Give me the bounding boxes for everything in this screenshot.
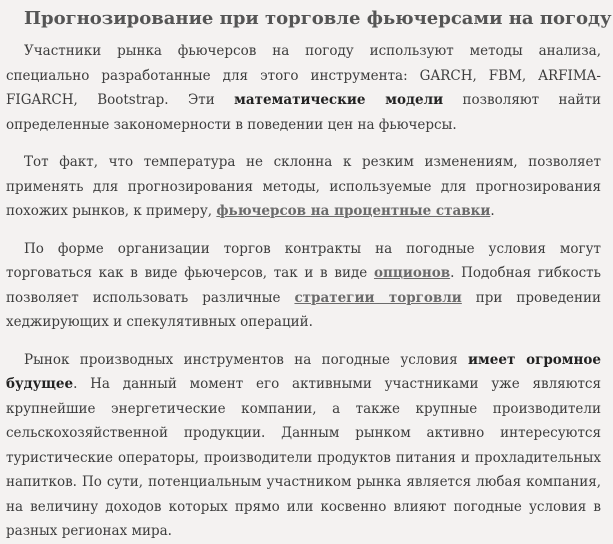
paragraph-text: По форме организации торгов контракты на погодные условия могут торговаться как в виде фьючерсов, так и в виде [6, 240, 601, 281]
article-title: Прогнозирование при торговле фьючерсами на погоду [24, 8, 612, 29]
paragraph-text: Участники рынка фьючерсов на погоду используют методы анализа, специально разработанные для этого инструмента: GARCH, FBM, ARFIMA-FIGARCH, Bootstrap. Эти [6, 43, 601, 108]
paragraph-text: . Подобная гибкость позволяет использовать различные [6, 265, 601, 306]
bold-phrase-future: имеет огромное будущее [6, 351, 601, 392]
link-interest-rate-futures[interactable]: фьючерсов на процентные ставки [216, 203, 491, 219]
paragraph-trading-form [6, 237, 601, 335]
paragraph-text: Рынок производных инструментов на погодные условия [24, 351, 469, 368]
link-options[interactable]: опционов [373, 265, 451, 281]
link-trading-strategies[interactable]: стратегии торговли [294, 289, 462, 306]
paragraph-text: позволяют найти определенные закономерности в поведении цен на фьючерсы. [6, 92, 601, 133]
bold-phrase-models: математические модели [234, 92, 444, 108]
paragraph-text: при проведении хеджирующих и спекулятивных операций. [6, 289, 601, 330]
paragraph-text: Тот факт, что температура не склонна к резким изменениям, позволяет применять для прогнозирования методы, используемые для прогнозирования похожих рынков, к примеру, [6, 154, 601, 219]
paragraph-text: . [490, 203, 495, 219]
paragraph-market-future [6, 348, 601, 544]
paragraph-temperature [6, 150, 601, 224]
paragraph-models [6, 39, 601, 137]
paragraph-text: . На данный момент его активными участниками уже являются крупнейшие энергетические компании, а также крупные производители сельскохозяйственной продукции. Данным рынком активно интересуются туристические операторы, производители продуктов питания и прохладительных напитков. По сути, потенциальным участником рынка является любая компания, на величину доходов которых прямо или косвенно влияют погодные условия в разных регионах мира. [6, 376, 601, 539]
